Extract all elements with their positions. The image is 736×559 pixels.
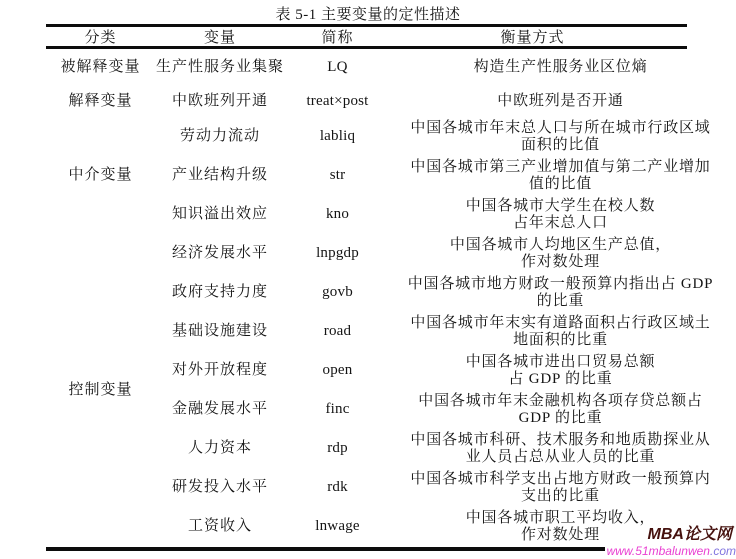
variable-cell: 工资收入 [187, 518, 252, 534]
variable-cell: 劳动力流动 [179, 128, 260, 144]
measurement-line: 地面积的比重 [513, 331, 608, 348]
category-cell-explained: 被解释变量 [60, 58, 141, 75]
measurement-line: 的比重 [536, 292, 585, 309]
table-caption: 表 5-1 主要变量的定性描述 [275, 7, 461, 23]
abbreviation-cell: rdk [327, 479, 348, 495]
variable-cell: 金融发展水平 [171, 401, 268, 417]
measurement-line: 支出的比重 [520, 487, 600, 504]
measurement-line: 业人员占总从业人员的比重 [465, 448, 656, 465]
measurement-line: 作对数处理 [520, 253, 600, 270]
header-category: 分类 [84, 30, 117, 46]
measurement-line: 中国各城市地方财政一般预算内指出占 GDP [407, 275, 714, 292]
measurement-cell [390, 117, 731, 156]
abbreviation-cell: open [322, 362, 353, 378]
measurement-cell [390, 468, 731, 507]
measurement-line: 中国各城市进出口贸易总额 [465, 353, 656, 370]
measurement-cell [390, 86, 731, 117]
abbreviation-cell: treat×post [306, 93, 369, 109]
measurement-line: 中国各城市人均地区生产总值， [449, 236, 672, 253]
measurement-line: 中欧班列是否开通 [497, 93, 624, 109]
variable-cell: 产业结构升级 [171, 167, 268, 183]
measurement-cell [390, 351, 731, 390]
header-measurement: 衡量方式 [500, 30, 565, 46]
variable-cell: 经济发展水平 [171, 245, 268, 261]
measurement-cell [390, 273, 731, 312]
abbreviation-cell: str [329, 167, 346, 183]
measurement-line: 中国各城市科学支出占地方财政一般预算内 [410, 470, 711, 487]
table-bottom-rule [46, 547, 605, 551]
header-variable: 变量 [203, 30, 236, 46]
abbreviation-cell: lnpgdp [316, 245, 359, 261]
variable-cell: 政府支持力度 [171, 284, 268, 300]
variable-cell: 研发投入水平 [171, 479, 268, 495]
header-abbreviation: 简称 [321, 30, 354, 46]
abbreviation-cell: lnwage [315, 518, 360, 534]
watermark-site-name: MBA论文网 [647, 526, 732, 543]
table-body [46, 48, 731, 546]
measurement-line: 中国各城市年末金融机构各项存贷总额占 [418, 392, 703, 409]
variable-cell: 对外开放程度 [171, 362, 268, 378]
category-cell-mediating: 中介变量 [68, 167, 133, 183]
measurement-line: 中国各城市科研、技术服务和地质勘探业从 [410, 431, 711, 448]
watermark-url-main: www.51mbalunwen [606, 544, 710, 558]
category-cell-control: 控制变量 [68, 381, 133, 398]
measurement-cell [390, 195, 731, 234]
abbreviation-cell: labliq [319, 128, 356, 144]
measurement-cell [390, 156, 731, 195]
measurement-line: 中国各城市大学生在校人数 [465, 197, 656, 214]
measurement-line: 面积的比值 [520, 136, 600, 153]
abbreviation-cell: govb [322, 284, 353, 300]
measurement-line: 中国各城市第三产业增加值与第二产业增加 [410, 158, 711, 175]
measurement-line: 值的比值 [528, 175, 593, 192]
abbreviation-cell: kno [325, 206, 350, 222]
measurement-line: 占 GDP 的比重 [508, 370, 613, 387]
variable-cell: 生产性服务业集聚 [155, 58, 284, 75]
category-cell-explanatory: 解释变量 [68, 93, 133, 109]
measurement-cell [390, 312, 731, 351]
measurement-line: 构造生产性服务业区位熵 [473, 58, 648, 75]
abbreviation-cell: finc [325, 401, 350, 417]
abbreviation-cell: road [323, 323, 352, 339]
measurement-line: 作对数处理 [520, 526, 600, 543]
measurement-cell [390, 390, 731, 429]
variable-cell: 基础设施建设 [171, 323, 268, 339]
variable-cell: 人力资本 [187, 440, 252, 456]
measurement-cell [390, 234, 731, 273]
variable-cell: 知识溢出效应 [171, 206, 268, 222]
table-header-row [46, 26, 731, 46]
watermark-url [607, 544, 736, 558]
variable-cell: 中欧班列开通 [171, 93, 268, 109]
measurement-line: 中国各城市年末实有道路面积占行政区域土 [410, 314, 711, 331]
abbreviation-cell: rdp [327, 440, 348, 456]
measurement-line: 中国各城市职工平均收入， [465, 509, 656, 526]
abbreviation-cell: LQ [327, 58, 348, 75]
measurement-cell [390, 429, 731, 468]
watermark-url-suffix: .com [709, 544, 736, 558]
measurement-cell [390, 48, 731, 86]
measurement-line: 占年末总人口 [513, 214, 608, 231]
measurement-line: GDP 的比重 [518, 409, 603, 426]
measurement-line: 中国各城市年末总人口与所在城市行政区域 [410, 119, 711, 136]
